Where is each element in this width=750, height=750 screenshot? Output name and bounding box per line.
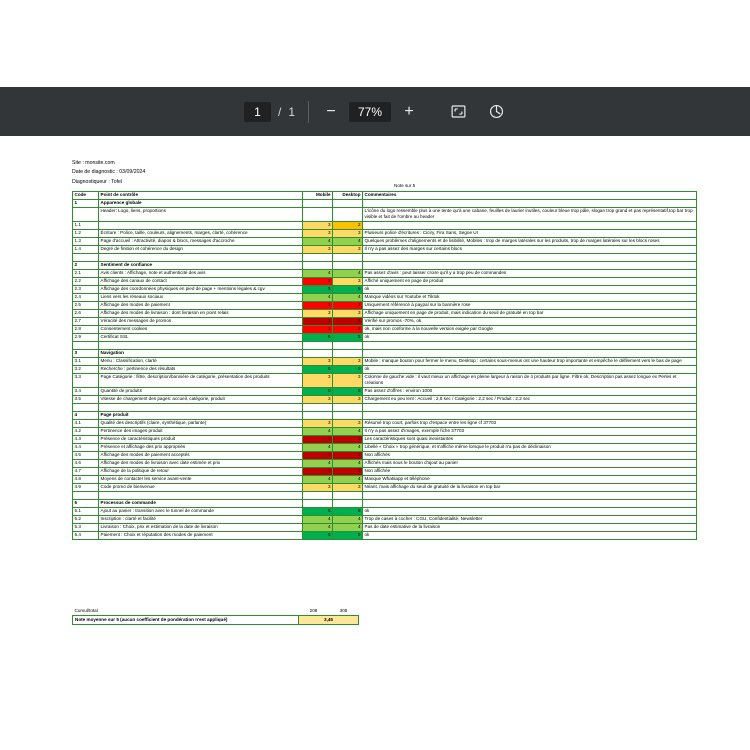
cell-desktop-score: 4: [333, 237, 363, 245]
cell-point: Affichage des modes de paiement: [99, 301, 303, 309]
note-sur-5-label: Note sur 5: [394, 183, 416, 188]
table-row: [73, 387, 697, 395]
zoom-level-value[interactable]: 77%: [349, 102, 391, 122]
cell-desktop-score: 3: [333, 245, 363, 253]
cell-desktop-score: 3: [333, 419, 363, 427]
cell-mobile-score: 4: [303, 269, 333, 277]
cell-desktop-score: 4: [333, 427, 363, 435]
toolbar-divider: [308, 101, 309, 123]
cell-point: Menu : Classification, clarté: [99, 357, 303, 365]
cell-comment: Uniquement référencé à paypal sur la bannière rose: [363, 301, 697, 309]
cell-mobile-score: 2: [303, 301, 333, 309]
cell-code: 3.5: [73, 395, 99, 403]
cell-desktop-score: 4: [333, 269, 363, 277]
cell-desktop-score: 5: [333, 507, 363, 515]
zoom-controls: [322, 102, 418, 122]
table-row: [73, 325, 697, 333]
cell-comment: Colonne de gauche vide : il vaut mieux un affichage en pleine largeur à raison de 4 produits par ligne. Filtre ok, Description pas assez longue ex Perles et créations: [363, 373, 697, 387]
cell-comment: [363, 403, 697, 411]
cell-code: 4.1: [73, 419, 99, 427]
cell-mobile-score: 3: [303, 357, 333, 365]
table-row: [73, 427, 697, 435]
pdf-toolbar: [0, 87, 750, 136]
cell-desktop-score: 5: [333, 365, 363, 373]
cell-desktop-score: 4: [333, 515, 363, 523]
cell-comment: ok, mais non conforme à la nouvelle version exigée par Google: [363, 325, 697, 333]
cell-desktop-score: 3: [333, 395, 363, 403]
cell-mobile-score: 4: [303, 443, 333, 451]
cell-mobile-score: 4: [303, 523, 333, 531]
cell-code: 4.3: [73, 435, 99, 443]
cell-comment: Chargement eu peu lent : Accueil : 2,8 sec / Catégorie : 2,2 sec / Produit : 2,2 sec: [363, 395, 697, 403]
table-row: [73, 357, 697, 365]
rotate-icon[interactable]: [486, 102, 506, 122]
cell-comment: Affichés mais sous le bouton d'ajout au panier: [363, 459, 697, 467]
cell-point: Ajout au panier : transition avec le tunnel de commande: [99, 507, 303, 515]
cell-comment: Les caractéristiques sont quasi inexistantes: [363, 435, 697, 443]
cell-code: 4.4: [73, 443, 99, 451]
page-indicator: [244, 102, 295, 122]
cell-mobile-score: 1: [303, 435, 333, 443]
cell-code: 2.5: [73, 301, 99, 309]
cell-desktop-score: 1: [333, 467, 363, 475]
cell-comment: Pas assez d'offres : environ 1000: [363, 387, 697, 395]
cell-mobile-score: 3: [303, 395, 333, 403]
table-section-row: [73, 411, 697, 419]
cell-point: Affichage des canaux de contact: [99, 277, 303, 285]
header-point: Point de contrôle: [99, 192, 303, 200]
cell-comment: Pas de date estimative de la livraison: [363, 523, 697, 531]
cell-point: [99, 253, 303, 261]
table-row: [73, 507, 697, 515]
cell-desktop-score: [333, 341, 363, 349]
cell-code: 2.1: [73, 269, 99, 277]
table-row: [73, 395, 697, 403]
table-row: [73, 459, 697, 467]
cell-code: 2.8: [73, 325, 99, 333]
cell-code: 4.9: [73, 483, 99, 491]
cell-comment: Quelques problèmes d'alignements et de lisibilité, Mobiles : trop de marges latérales sur les produits, trop de marges latérales sur les blocs roses: [363, 237, 697, 245]
cell-point: Écriture : Police, taille, couleurs, alignements, marges, clarté, cohérence: [99, 229, 303, 237]
cell-code: 2.4: [73, 293, 99, 301]
cell-comment: Il n'y a pas assez des marges sur certains blocs: [363, 245, 697, 253]
cell-point: Pertinence des images produit: [99, 427, 303, 435]
cell-desktop-score: [333, 261, 363, 269]
table-row: [73, 523, 697, 531]
cell-mobile-score: 5: [303, 285, 333, 293]
table-section-row: [73, 261, 697, 269]
cell-comment: [363, 253, 697, 261]
cell-desktop-score: 3: [333, 373, 363, 387]
page-separator: /: [277, 104, 282, 119]
cell-desktop-score: 3: [333, 277, 363, 285]
cell-code: 2.7: [73, 317, 99, 325]
cell-comment: [363, 200, 697, 208]
cell-point: Moyens de contacter les service avant-vente: [99, 475, 303, 483]
cell-code: 2: [73, 261, 99, 269]
cell-mobile-score: 3: [303, 483, 333, 491]
cell-mobile-score: [303, 499, 333, 507]
cell-code: 1.4: [73, 245, 99, 253]
cell-point: Affichage des modes de paiement acceptés: [99, 451, 303, 459]
cell-comment: ok: [363, 365, 697, 373]
cumul-mobile-value: 208: [309, 608, 318, 613]
cell-mobile-score: 5: [303, 507, 333, 515]
table-row: [73, 483, 697, 491]
cell-desktop-score: [333, 200, 363, 208]
cell-mobile-score: 4: [303, 475, 333, 483]
cell-mobile-score: [303, 208, 333, 222]
cell-mobile-score: 5: [303, 387, 333, 395]
cell-comment: [363, 491, 697, 499]
cell-comment: ok: [363, 285, 697, 293]
meta-auditor: Diagnostiqueur : Tofel: [72, 178, 123, 185]
cell-code: 1.3: [73, 237, 99, 245]
cumul-row: [73, 607, 676, 616]
cell-desktop-score: 3: [333, 483, 363, 491]
cell-comment: Trop de cases à cocher : CGU, Confidentialité, Newsletter: [363, 515, 697, 523]
moyenne-row: [73, 616, 676, 625]
cell-mobile-score: 5: [303, 365, 333, 373]
cell-desktop-score: [333, 491, 363, 499]
cell-code: 5: [73, 499, 99, 507]
cell-desktop-score: 5: [333, 531, 363, 539]
cell-code: 1: [73, 200, 99, 208]
cell-desktop-score: 2: [333, 221, 363, 229]
meta-date: Date de diagnostic : 03/09/2024: [72, 169, 146, 176]
cell-desktop-score: 2: [333, 325, 363, 333]
cell-desktop-score: 4: [333, 475, 363, 483]
cell-code: 4.6: [73, 459, 99, 467]
cell-desktop-score: 4: [333, 443, 363, 451]
cell-code: 4.5: [73, 451, 99, 459]
cell-comment: Résumé trop court, parfois trop d'espace entre les ligne cf 37703: [363, 419, 697, 427]
cell-comment: ok: [363, 333, 697, 341]
cell-code: [73, 341, 99, 349]
cell-point: Header: Logo, liens, proportions: [99, 208, 303, 222]
cell-comment: Pas assez d'avis : peut laisser croire qu'il y a trop peu de commandes: [363, 269, 697, 277]
cell-point: Degré de finition et cohérence du design: [99, 245, 303, 253]
header-comments: Commentaires: [363, 192, 697, 200]
cell-mobile-score: 4: [303, 293, 333, 301]
cell-mobile-score: [303, 403, 333, 411]
cell-code: 2.6: [73, 309, 99, 317]
cell-point: Code promo de bienvenue: [99, 483, 303, 491]
cell-mobile-score: 4: [303, 427, 333, 435]
cell-point: Affichage de la politique de retour: [99, 467, 303, 475]
cell-code: 2.3: [73, 285, 99, 293]
cumul-desktop-value: 305: [339, 608, 348, 613]
table-row: [73, 467, 697, 475]
cell-comment: Manque Whatsapp et téléphone: [363, 475, 697, 483]
cell-point: Affichage des modes de livraison : dont livraison en point relais: [99, 309, 303, 317]
cell-comment: [363, 341, 697, 349]
cell-comment: Affichage uniquement en page de produit, mais indication du seuil de gratuité en top bar: [363, 309, 697, 317]
cell-desktop-score: 1: [333, 317, 363, 325]
table-row: [73, 475, 697, 483]
table-row: [73, 285, 697, 293]
cell-point: Certificat SSL: [99, 333, 303, 341]
cell-comment: [363, 349, 697, 357]
cell-mobile-score: [303, 411, 333, 419]
table-row: [73, 333, 697, 341]
cell-point: [99, 491, 303, 499]
cell-mobile-score: 3: [303, 229, 333, 237]
cell-point: Sentiment de confiance: [99, 261, 303, 269]
table-row: [73, 419, 697, 427]
cell-point: Affichage des coordonnées physiques en pied de page + mentions légales & cgv: [99, 285, 303, 293]
cell-mobile-score: [303, 200, 333, 208]
cell-comment: Mobile : manque bouton pour fermer le menu, Desktop : certains sous-menus ont une hauteur trop importante et empêche le défilement vers le bas de page: [363, 357, 697, 365]
cell-code: 4.8: [73, 475, 99, 483]
cell-point: Inscription : clarté et facilité: [99, 515, 303, 523]
table-row: [73, 435, 697, 443]
cell-point: Avis clients : Affichage, note et authenticité des avis: [99, 269, 303, 277]
cell-comment: [363, 261, 697, 269]
cell-code: 4.7: [73, 467, 99, 475]
cell-code: [73, 253, 99, 261]
table-section-row: [73, 499, 697, 507]
cell-mobile-score: 4: [303, 515, 333, 523]
header-desktop: Desktop: [333, 192, 363, 200]
cell-comment: Manque vidéos sur Youtube et Tiktok: [363, 293, 697, 301]
cell-point: Apparence globale: [99, 200, 303, 208]
cell-comment: ok: [363, 531, 697, 539]
cell-point: Page Catégorie : filtre, description/bannière de catégorie, présentation des produits: [99, 373, 303, 387]
cell-desktop-score: 4: [333, 459, 363, 467]
cell-point: Navigation: [99, 349, 303, 357]
cell-code: 2.9: [73, 333, 99, 341]
cell-point: [99, 221, 303, 229]
cell-comment: [363, 499, 697, 507]
cell-code: [73, 491, 99, 499]
cell-code: 3: [73, 349, 99, 357]
zoom-in-button[interactable]: +: [404, 102, 414, 120]
cell-desktop-score: 3: [333, 357, 363, 365]
cell-desktop-score: [333, 403, 363, 411]
cell-mobile-score: 3: [303, 373, 333, 387]
page-number-input[interactable]: 1: [244, 102, 271, 122]
cell-point: Page produit: [99, 411, 303, 419]
table-row: [73, 451, 697, 459]
cell-point: Vitesse de chargement des pages: accueil, catégorie, produit: [99, 395, 303, 403]
cell-mobile-score: [303, 349, 333, 357]
table-row: [73, 269, 697, 277]
table-row: [73, 491, 697, 499]
meta-site: Site : monsite.com: [72, 160, 115, 166]
table-row: [73, 309, 697, 317]
cell-point: Recherche : pertinence des résultats: [99, 365, 303, 373]
table-row: [73, 317, 697, 325]
cell-desktop-score: [333, 411, 363, 419]
table-row: [73, 221, 697, 229]
cell-desktop-score: [333, 253, 363, 261]
cell-mobile-score: [303, 253, 333, 261]
table-row: [73, 237, 697, 245]
cell-desktop-score: 1: [333, 451, 363, 459]
cell-point: Qualité des descriptifs (claire, synthétique, parlante): [99, 419, 303, 427]
cell-code: 2.2: [73, 277, 99, 285]
table-row: [73, 531, 697, 539]
table-row: [73, 245, 697, 253]
toolbar-icon-group: [448, 102, 506, 122]
cell-code: [73, 403, 99, 411]
cumul-label: Cumul/total: [74, 608, 98, 613]
cell-desktop-score: 5: [333, 285, 363, 293]
cell-code: 3.2: [73, 365, 99, 373]
cell-comment: L'icône du logo ressemble plus à une tente qu'à une cabane, feuilles de laurier inutiles, couleur bleue trop pâle, slogan trop grand et pas représentatif,top bar trop visible et fait de l'ombre au header: [363, 208, 697, 222]
moyenne-value: 3,45: [299, 616, 359, 625]
cell-desktop-score: 4: [333, 293, 363, 301]
cell-point: Paiement : Choix et réputation des modes de paiement: [99, 531, 303, 539]
cell-point: Affichage des modes de livraison avec date estimée et prix: [99, 459, 303, 467]
cell-mobile-score: 1: [303, 451, 333, 459]
cell-mobile-score: 5: [303, 531, 333, 539]
table-row: [73, 443, 697, 451]
cell-comment: Vérifié sur promos -70%, ok: [363, 317, 697, 325]
cell-code: 3.4: [73, 387, 99, 395]
table-row: [73, 403, 697, 411]
cell-desktop-score: 3: [333, 309, 363, 317]
cell-comment: Non affichés: [363, 451, 697, 459]
table-section-row: [73, 200, 697, 208]
cell-code: 5.1: [73, 507, 99, 515]
cell-code: 5.3: [73, 523, 99, 531]
table-row: [73, 277, 697, 285]
cell-desktop-score: 2: [333, 301, 363, 309]
table-row: [73, 301, 697, 309]
cell-mobile-score: 3: [303, 221, 333, 229]
table-row: [73, 208, 697, 222]
cell-mobile-score: 2: [303, 277, 333, 285]
cell-point: Processus de commande: [99, 499, 303, 507]
cell-desktop-score: [333, 349, 363, 357]
cell-point: Quantité de produits: [99, 387, 303, 395]
cell-code: 1.1: [73, 221, 99, 229]
table-row: [73, 341, 697, 349]
table-row: [73, 229, 697, 237]
cell-desktop-score: 4: [333, 523, 363, 531]
cell-code: 3.3: [73, 373, 99, 387]
cell-mobile-score: 4: [303, 237, 333, 245]
table-row: [73, 253, 697, 261]
cell-mobile-score: 3: [303, 309, 333, 317]
audit-table: [72, 191, 697, 540]
cell-desktop-score: [333, 499, 363, 507]
cell-desktop-score: 5: [333, 387, 363, 395]
cell-code: 5.2: [73, 515, 99, 523]
cell-point: [99, 341, 303, 349]
cell-mobile-score: [303, 341, 333, 349]
cell-mobile-score: 2: [303, 325, 333, 333]
table-row: [73, 373, 697, 387]
zoom-out-button[interactable]: −: [326, 102, 336, 120]
table-row: [73, 293, 697, 301]
cell-comment: [363, 221, 697, 229]
cell-desktop-score: [333, 208, 363, 222]
cell-mobile-score: 3: [303, 419, 333, 427]
cell-comment: Affiché uniquement en page de produit: [363, 277, 697, 285]
table-section-row: [73, 349, 697, 357]
cell-comment: Il n'y a pas assez d'images, exemple fiche 37703: [363, 427, 697, 435]
cell-mobile-score: 1: [303, 467, 333, 475]
cell-point: Page d'accueil : Attractivité, diapos & blocs, messages d'accroche: [99, 237, 303, 245]
table-header-row: [73, 192, 697, 200]
cell-mobile-score: [303, 261, 333, 269]
cell-mobile-score: 5: [303, 333, 333, 341]
cell-comment: Non affichée: [363, 467, 697, 475]
cell-code: 3.1: [73, 357, 99, 365]
cell-comment: [363, 411, 697, 419]
cell-comment: Libellé « Choix » trop générique, et s'affiche même lorsque le produit n'a pas de déclinaison: [363, 443, 697, 451]
table-row: [73, 365, 697, 373]
page-total: 1: [288, 104, 295, 119]
cell-comment: Néant, mais affichage du seuil de gratuité de la livraison en top bar: [363, 483, 697, 491]
cell-point: Présence et affichage des prix appropriés: [99, 443, 303, 451]
cell-code: [73, 208, 99, 222]
cell-mobile-score: 1: [303, 317, 333, 325]
cell-point: Consentement cookies: [99, 325, 303, 333]
document-sheet: [24, 147, 726, 720]
cell-mobile-score: 3: [303, 245, 333, 253]
cell-desktop-score: 5: [333, 333, 363, 341]
moyenne-label: Note moyenne sur 5 (aucun coefficient de pondération n'est appliqué): [73, 616, 299, 625]
cell-desktop-score: 3: [333, 229, 363, 237]
cell-point: Liens vers les réseaux sociaux: [99, 293, 303, 301]
cell-point: Livraison : Choix, prix et estimation de la date de livraison: [99, 523, 303, 531]
cell-code: 5.4: [73, 531, 99, 539]
cell-desktop-score: 1: [333, 435, 363, 443]
cell-code: 4: [73, 411, 99, 419]
totals-table: [72, 607, 676, 625]
cell-mobile-score: 4: [303, 459, 333, 467]
cell-point: Présence de caractéristiques produit: [99, 435, 303, 443]
cell-comment: ok: [363, 507, 697, 515]
cell-code: 4.2: [73, 427, 99, 435]
cell-code: 1.2: [73, 229, 99, 237]
document-meta: [72, 159, 145, 187]
fit-page-icon[interactable]: [448, 102, 468, 122]
header-mobile: Mobile: [303, 192, 333, 200]
cell-mobile-score: [303, 491, 333, 499]
cell-comment: Plusieurs police d'écritures : Ciciry, Fira Sans, Segoe UI: [363, 229, 697, 237]
cell-point: [99, 403, 303, 411]
table-row: [73, 515, 697, 523]
header-code: Code: [73, 192, 99, 200]
cell-point: Véracité des messages de promos: [99, 317, 303, 325]
